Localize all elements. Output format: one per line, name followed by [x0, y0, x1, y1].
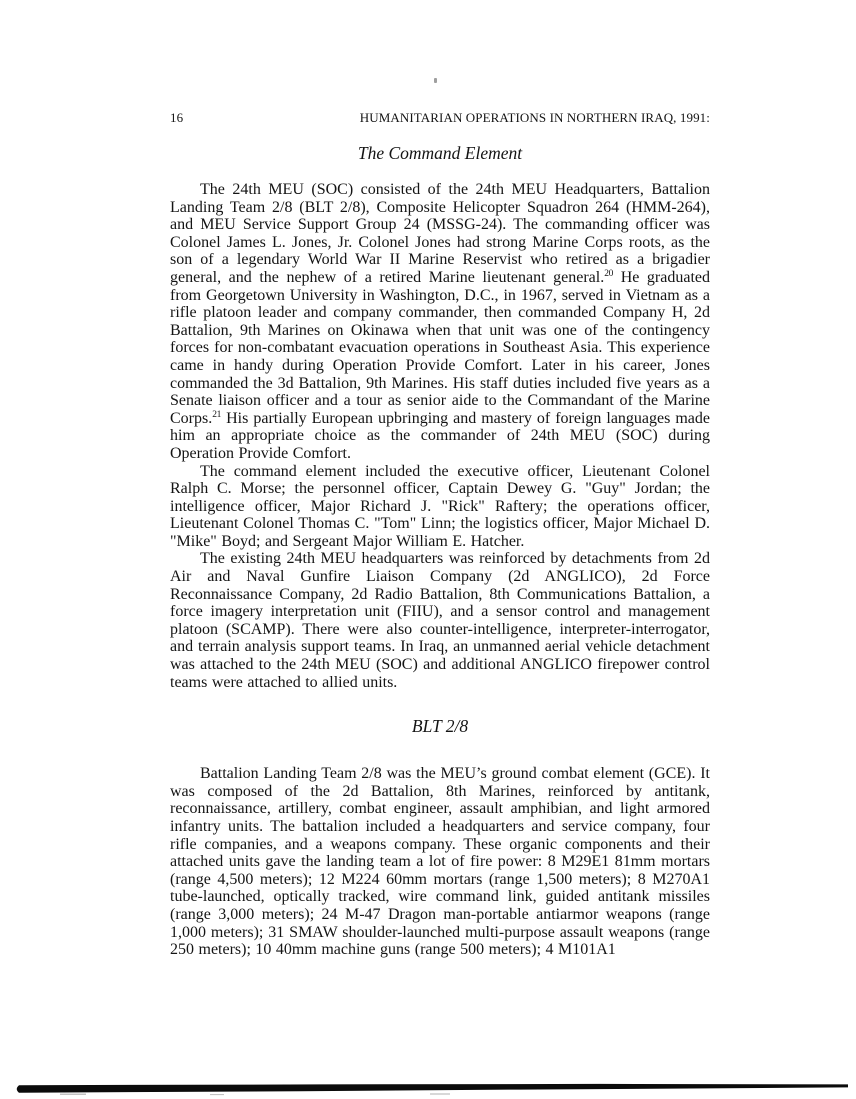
section-blt-2-8-body: [170, 765, 710, 959]
scan-artifact-bar: [0, 1081, 856, 1097]
paragraph-blt-1: Battalion Landing Team 2/8 was the MEU’s ground combat element (GCE). It was composed of the 2d Battalion, 8th Marines, reinforced by antitank, reconnaissance, artillery, combat engineer, assault amphibian, and light armored infantry units. The battalion included a headquarters and service company, four rifle companies, and a weapons company. These organic components and their attached units gave the landing team a lot of fire power: 8 M29E1 81mm mortars (range 4,500 meters); 12 M224 60mm mortars (range 1,500 meters); 8 M270A1 tube-launched, optically tracked, wire command link, guided antitank missiles (range 3,000 meters); 24 M-47 Dragon man-portable antiarmor weapons (range 1,000 meters); 31 SMAW shoulder-launched multi-purpose assault weapons (range 250 meters); 10 40mm machine guns (range 500 meters); 4 M101A1: [170, 765, 710, 959]
paragraph-command-element-3: The existing 24th MEU headquarters was reinforced by detachments from 2d Air and Naval Gunfire Liaison Company (2d ANGLICO), 2d Force Reconnaissance Company, 2d Radio Battalion, 8th Communications Battalion, a force imagery interpretation unit (FIIU), and a sensor control and management platoon (SCAMP). There were also counter-intelligence, interpreter-interrogator, and terrain analysis support teams. In Iraq, an unmanned aerial vehicle detachment was attached to the 24th MEU (SOC) and additional ANGLICO firepower control teams were attached to allied units.: [170, 550, 710, 691]
section-command-element-body: [170, 181, 710, 691]
section-heading-blt-2-8: BLT 2/8: [411, 716, 469, 737]
running-head: HUMANITARIAN OPERATIONS IN NORTHERN IRAQ, 1991:: [359, 110, 710, 125]
paragraph-command-element-1: The 24th MEU (SOC) consisted of the 24th MEU Headquarters, Battalion Landing Team 2/8 (BLT 2/8), Composite Helicopter Squadron 264 (HMM-264), and MEU Service Support Group 24 (MSSG-24). The commanding officer was Colonel James L. Jones, Jr. Colonel Jones had strong Marine Corps roots, as the son of a legendary World War II Marine Reservist who retired as a brigadier general, and the nephew of a retired Marine lieutenant general.$^{20}$ He graduated from Georgetown University in Washington, D.C., in 1967, served in Vietnam as a rifle platoon leader and company commander, then commanded Company H, 2d Battalion, 9th Marines on Okinawa when that unit was one of the contingency forces for non-combatant evacuation operations in Southeast Asia. This experience came in handy during Operation Provide Comfort. Later in his career, Jones commanded the 3d Battalion, 9th Marines. His staff duties included five years as a Senate liaison officer and a tour as senior aide to the Commandant of the Marine Corps.$^{21}$ His partially European upbringing and mastery of foreign languages made him an appropriate choice as the commander of 24th MEU (SOC) during Operation Provide Comfort.: [170, 181, 711, 462]
paragraph-command-element-2: The command element included the executive officer, Lieutenant Colonel Ralph C. Morse; the personnel officer, Captain Dewey G. "Guy" Jordan; the intelligence officer, Major Richard J. "Rick" Raftery; the operations officer, Lieutenant Colonel Thomas C. "Tom" Linn; the logistics officer, Major Michael D. "Mike" Boyd; and Sergeant Major William E. Hatcher.: [170, 462, 710, 550]
page-number: 16: [170, 110, 184, 125]
page-header: [170, 110, 710, 126]
scan-speck: [434, 78, 437, 83]
section-heading-command-element: The Command Element: [357, 143, 523, 163]
text-column: [170, 110, 710, 959]
